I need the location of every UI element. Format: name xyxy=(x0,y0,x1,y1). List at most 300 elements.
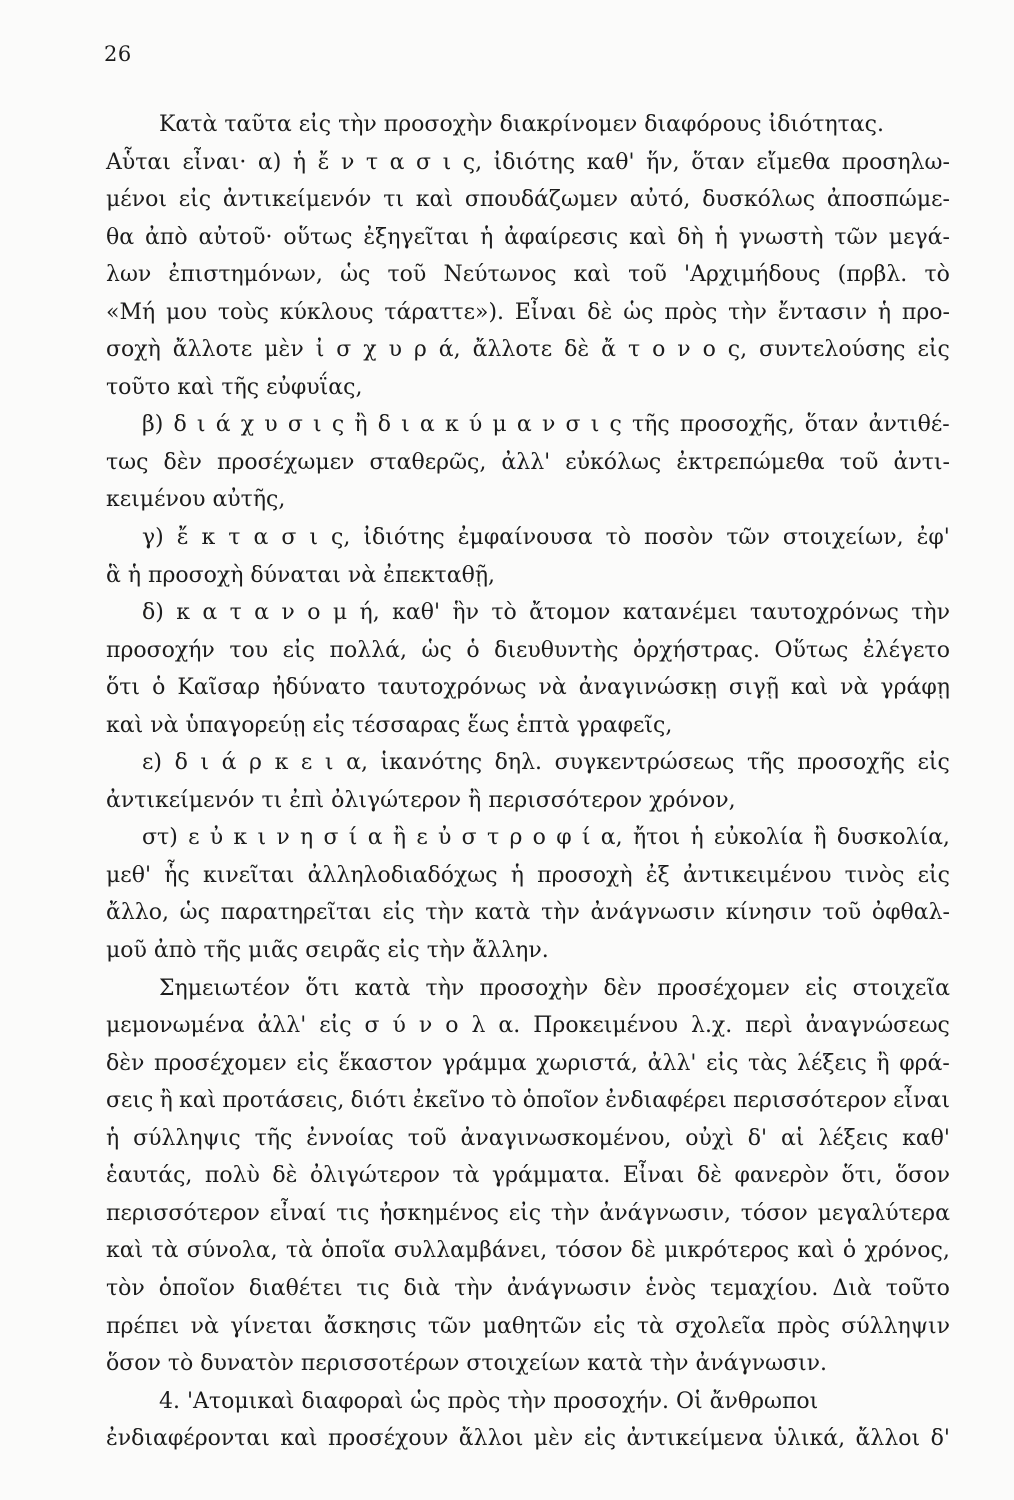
text-line xyxy=(106,819,950,857)
word: ἀναγινώσκῃ xyxy=(578,675,717,701)
line-text: μοῦ ἀπὸ τῆς μιᾶς σειρᾶς εἰς τὴν ἄλλην. xyxy=(106,938,549,964)
word: ἢ xyxy=(392,825,407,851)
word: ἀναγινωσκομένου, xyxy=(460,1125,672,1151)
word: ἄ xyxy=(601,337,616,363)
word: τινὸς xyxy=(844,862,905,888)
word: ἠσκημένος xyxy=(379,1200,499,1226)
text-line xyxy=(106,1383,950,1421)
word: σ xyxy=(416,149,432,175)
word: τ xyxy=(627,337,641,363)
text-line xyxy=(106,519,950,557)
word: λων xyxy=(106,262,152,288)
word: ἀντιθέ- xyxy=(868,412,950,438)
word: η xyxy=(300,825,314,851)
word: περισσότερον xyxy=(106,1200,260,1226)
word: ρ xyxy=(509,825,523,851)
word: Νεύτωνος xyxy=(443,262,557,288)
word: (πρβλ. xyxy=(837,262,908,288)
word: δὴ xyxy=(677,224,704,250)
word: ς, xyxy=(331,525,351,551)
text-line xyxy=(106,406,950,444)
word: δ xyxy=(173,412,187,438)
line-text: τοῦτο καὶ τῆς εὐφυΐας, xyxy=(106,374,363,400)
word: τως xyxy=(106,449,149,475)
word: δυσκόλως xyxy=(702,187,816,213)
word: τοῦ xyxy=(407,1125,447,1151)
line-text: Κατὰ ταῦτα εἰς τὴν προσοχὴν διακρίνομεν διαφόρους ἰδιότητας. xyxy=(159,112,884,137)
word: ἀνάγνωσιν, xyxy=(599,1200,731,1226)
word: ἔ xyxy=(176,525,189,551)
word: τ xyxy=(229,600,242,626)
word: νὰ xyxy=(538,675,567,701)
word: ε xyxy=(416,825,428,851)
word: ὀφθαλ- xyxy=(871,900,950,926)
word: τοῦ xyxy=(628,262,667,288)
word: σπουδάζωμεν xyxy=(464,187,618,213)
word: διότι xyxy=(350,1088,407,1114)
word: ἀλληλοδιαδόχως xyxy=(307,862,498,888)
word: ἐξ xyxy=(645,862,670,888)
word: ς, xyxy=(462,149,483,175)
line-text: 4. 'Ατομικαὶ διαφοραὶ ὡς πρὸς τὴν προσοχήν. Οἱ ἄνθρωποι xyxy=(159,1388,819,1414)
word: ἄσκησις xyxy=(323,1313,417,1339)
word: τοῦ xyxy=(839,449,879,475)
word: κίνησιν xyxy=(725,900,812,926)
word: καὶ xyxy=(797,1238,835,1264)
text-line xyxy=(106,369,950,407)
word: ὁποῖον xyxy=(158,1275,235,1301)
word: ί xyxy=(348,825,358,851)
word: ἢ xyxy=(159,1088,173,1114)
word: «Μή xyxy=(106,299,156,325)
word: ὐ xyxy=(438,825,452,851)
word: ἥν, xyxy=(646,149,680,175)
word: μεγά- xyxy=(888,224,950,250)
word: ἐπιστημόνων, xyxy=(168,262,323,288)
word: τις xyxy=(336,1200,370,1226)
word: α xyxy=(202,600,218,626)
text-line xyxy=(106,707,950,745)
line-text: ὅσον τὸ δυνατὸν περισσοτέρων στοιχείων κατὰ τὴν ἀνάγνωσιν. xyxy=(106,1351,828,1377)
word: ὅταν xyxy=(804,412,859,438)
word: δ xyxy=(174,750,188,776)
word: κ xyxy=(274,750,289,776)
word: εὐκολία xyxy=(713,825,804,851)
word: ν xyxy=(340,149,355,175)
word: ἐλέγετο xyxy=(862,637,950,663)
word: ἐνδιαφέρονται xyxy=(106,1426,270,1452)
word: προσέχουν xyxy=(327,1426,449,1452)
word: τὸ xyxy=(924,262,950,288)
word: ἢ xyxy=(354,412,368,438)
word: ἀλλ' xyxy=(647,1050,697,1076)
text-line xyxy=(106,1195,950,1233)
word: ἡ xyxy=(292,149,307,175)
word: προσοχὴν xyxy=(479,975,589,1001)
word: ν xyxy=(677,337,691,363)
word: ἧς xyxy=(164,862,190,888)
text-line xyxy=(106,1232,950,1270)
word: ύ xyxy=(468,412,483,438)
word: τις xyxy=(356,1275,390,1301)
word: στ) xyxy=(142,825,178,851)
word: λέξεις xyxy=(818,1125,889,1151)
word: φρά- xyxy=(899,1050,950,1076)
word: ά, xyxy=(438,337,461,363)
word: μικρότερος xyxy=(664,1238,790,1264)
word: α xyxy=(516,412,532,438)
word: σ xyxy=(364,1013,380,1039)
word: ή, xyxy=(359,600,380,626)
text-line xyxy=(106,1308,950,1346)
word: δυσκολία, xyxy=(836,825,950,851)
text-line xyxy=(106,256,950,294)
word: μ xyxy=(492,412,507,438)
word: δὲ xyxy=(587,299,613,325)
word: σύλληψιν xyxy=(841,1313,950,1339)
line-text: ἃ ἡ προσοχὴ δύναται νὰ ἐπεκταθῇ, xyxy=(106,562,496,588)
text-line xyxy=(106,219,950,257)
word: δὲ xyxy=(696,1163,722,1189)
word: ἀντικείμενα xyxy=(626,1426,764,1452)
word: τῶν xyxy=(427,1313,472,1339)
word: μένοι xyxy=(106,187,167,213)
word: θα xyxy=(106,224,135,250)
word: Διὰ xyxy=(832,1275,872,1301)
word: καὶ xyxy=(106,1238,144,1264)
text-line xyxy=(106,1157,950,1195)
word: τοὺς xyxy=(217,299,269,325)
word: ἕκαστον xyxy=(338,1050,433,1076)
word: ἀντικείμενόν xyxy=(222,187,372,213)
word: νὰ xyxy=(840,675,869,701)
word: τοῦ xyxy=(822,900,862,926)
word: καθ' xyxy=(392,600,441,626)
word: ἰ xyxy=(315,337,325,363)
word: παρατηρεῖται xyxy=(220,900,372,926)
word: εἶναι xyxy=(893,1088,950,1114)
word: ἑνὸς xyxy=(645,1275,697,1301)
text-line xyxy=(106,970,950,1008)
text-line xyxy=(106,782,950,820)
word: ἀπὸ xyxy=(145,224,188,250)
word: καὶ xyxy=(573,262,611,288)
word: ἐφ' xyxy=(916,525,950,551)
word: ν xyxy=(276,825,290,851)
word: ρ xyxy=(249,750,262,776)
word: Εἶναι xyxy=(622,1163,685,1189)
word: εἰς xyxy=(805,975,838,1001)
word: μεθ' xyxy=(106,862,151,888)
word: χωριστά, xyxy=(536,1050,639,1076)
text-line xyxy=(106,294,950,332)
word: ἀναγνώσεως xyxy=(805,1013,950,1039)
word: τὰ xyxy=(452,1163,480,1189)
word: τόσον xyxy=(740,1200,808,1226)
word: οὕτως xyxy=(283,224,353,250)
word: κινεῖται xyxy=(202,862,295,888)
word: του xyxy=(229,637,269,663)
body-text xyxy=(106,106,950,1458)
word: οὐχὶ xyxy=(685,1125,734,1151)
word: ποσὸν xyxy=(644,525,714,551)
word: λ xyxy=(471,1013,486,1039)
word: ι xyxy=(196,412,206,438)
word: εἶναί xyxy=(269,1200,327,1226)
word: κατανέμει xyxy=(622,600,738,626)
word: καὶ xyxy=(790,675,829,701)
word: ἔ xyxy=(317,149,330,175)
word: ἄλλοτε xyxy=(472,337,553,363)
word: κατὰ xyxy=(354,975,411,1001)
word: φανερὸν xyxy=(734,1163,830,1189)
word: διαθέτει xyxy=(248,1275,343,1301)
word: ἣν xyxy=(452,600,479,626)
word: ε) xyxy=(142,750,162,776)
word: ς, xyxy=(727,337,748,363)
word: προσοχήν xyxy=(106,637,215,663)
word: καθ' xyxy=(586,149,635,175)
word: τῶν xyxy=(726,525,770,551)
word: νὰ xyxy=(190,1313,219,1339)
word: Σημειωτέον xyxy=(159,975,291,1001)
word: ὅταν xyxy=(691,149,745,175)
word: ἰδιότης xyxy=(363,525,445,551)
word: ἤτοι xyxy=(632,825,681,851)
word: γράφῃ xyxy=(880,675,950,701)
word: ν xyxy=(418,1013,433,1039)
word: ἀλλ' xyxy=(501,449,551,475)
text-line xyxy=(106,557,950,595)
word: κατὰ xyxy=(474,900,531,926)
word: δ xyxy=(377,412,391,438)
word: ι xyxy=(590,412,600,438)
word: εἰς xyxy=(382,900,415,926)
word: εἰς xyxy=(282,637,316,663)
word: ὅτι, xyxy=(841,1163,883,1189)
word: ἡ xyxy=(714,224,728,250)
word: κ xyxy=(233,825,248,851)
word: εἰς xyxy=(706,1050,739,1076)
word: ὁποῖον xyxy=(522,1088,599,1114)
word: προσοχὴ xyxy=(537,862,633,888)
word: ὡς xyxy=(623,299,654,325)
word: τὴν xyxy=(541,900,580,926)
word: κύκλους xyxy=(279,299,374,325)
text-line xyxy=(106,481,950,519)
word: α, xyxy=(600,825,623,851)
word: τ xyxy=(365,149,379,175)
word: προσέχομεν xyxy=(154,1050,287,1076)
word: ο xyxy=(445,1013,459,1039)
word: γ) xyxy=(142,525,164,551)
word: δ) xyxy=(142,600,164,626)
word: λ.χ. xyxy=(691,1013,733,1039)
word: χρόνος, xyxy=(864,1238,950,1264)
text-line xyxy=(106,594,950,632)
word: αὐτό, xyxy=(629,187,691,213)
word: τεμαχίου. xyxy=(710,1275,819,1301)
word: μεμονωμένα xyxy=(106,1013,245,1039)
word: τὴν xyxy=(454,1275,493,1301)
word: σύλληψις xyxy=(133,1125,241,1151)
word: τὰ xyxy=(285,1238,313,1264)
word: ὁ xyxy=(152,675,166,701)
word: χ xyxy=(240,412,255,438)
word: ὑλικά, xyxy=(773,1426,846,1452)
word: λέξεις xyxy=(797,1050,867,1076)
word: αἱ xyxy=(780,1125,805,1151)
word: α. xyxy=(498,1013,521,1039)
word: ἐνδιαφέρει xyxy=(605,1088,727,1114)
line-text: κειμένου αὐτῆς, xyxy=(106,487,286,513)
word: τόσον xyxy=(555,1238,623,1264)
word: τῆς xyxy=(632,412,670,438)
word: σύνολα, xyxy=(186,1238,278,1264)
word: μὲν xyxy=(264,337,304,363)
word: ὀρχήστρας. xyxy=(632,637,760,663)
word: μεγαλύτερα xyxy=(817,1200,950,1226)
word: μὲν xyxy=(533,1426,574,1452)
text-line xyxy=(106,1007,950,1045)
word: γράμματα. xyxy=(491,1163,611,1189)
word: σεις xyxy=(106,1088,154,1114)
word: ι xyxy=(313,412,322,438)
word: εἰς xyxy=(917,862,950,888)
word: μαθητῶν xyxy=(482,1313,582,1339)
word: καὶ xyxy=(415,187,454,213)
word: ο xyxy=(532,825,546,851)
word: ἄλλο, xyxy=(106,900,169,926)
word: ἡ xyxy=(106,1125,120,1151)
word: τὴν xyxy=(425,975,465,1001)
word: δὲν xyxy=(163,449,202,475)
word: τὴν xyxy=(911,600,950,626)
text-line xyxy=(106,444,950,482)
word: τ xyxy=(486,825,500,851)
word: ο xyxy=(652,337,666,363)
word: ἀντι- xyxy=(893,449,950,475)
word: ἀφαίρεσις xyxy=(504,224,619,250)
text-line xyxy=(106,1082,950,1120)
word: ἀνάγνωσιν xyxy=(590,900,716,926)
word: δηλ. xyxy=(494,750,543,776)
word: δ' xyxy=(747,1125,768,1151)
word: 'Αρχιμήδους xyxy=(684,262,821,288)
word: ε xyxy=(188,825,200,851)
word: προσέχωμεν xyxy=(217,449,355,475)
word: ὀλιγώτερον xyxy=(309,1163,440,1189)
word: δ' xyxy=(930,1426,950,1452)
word: τὰ xyxy=(151,1238,179,1264)
word: ἰδιότης xyxy=(493,149,576,175)
word: κ xyxy=(176,600,190,626)
word: ι xyxy=(442,149,452,175)
word: ἀλλ' xyxy=(257,1013,307,1039)
word: τὸ xyxy=(491,1088,517,1114)
word: μ xyxy=(332,600,348,626)
word: ἠδύνατο xyxy=(272,675,366,701)
text-line xyxy=(106,106,950,144)
page-number: 26 xyxy=(104,42,132,66)
word: γνωστὴ xyxy=(738,224,824,250)
word: ἀποσπώμε- xyxy=(826,187,950,213)
word: ο xyxy=(702,337,716,363)
word: πρὸς xyxy=(776,1313,830,1339)
word: καὶ xyxy=(280,1426,318,1452)
word: διὰ xyxy=(403,1275,441,1301)
word: εἰς xyxy=(593,1313,626,1339)
word: ἐκτρεπώμεθα xyxy=(676,449,825,475)
word: διευθυντὴς xyxy=(494,637,619,663)
word: προσέχομεν xyxy=(657,975,790,1001)
word: ὅσον xyxy=(895,1163,950,1189)
word: τοῦτο xyxy=(885,1275,950,1301)
word: ύ xyxy=(392,1013,406,1039)
word: δὲ xyxy=(564,337,590,363)
word: τὰς xyxy=(748,1050,788,1076)
word: ἢ xyxy=(813,825,827,851)
text-line xyxy=(106,1120,950,1158)
word: ι xyxy=(401,412,410,438)
word: πρέπει xyxy=(106,1313,180,1339)
word: εἰς xyxy=(296,1050,329,1076)
word: συντελούσης xyxy=(759,337,906,363)
word: εὐκόλως xyxy=(565,449,662,475)
word: σταθερῶς, xyxy=(369,449,487,475)
word: ἡ xyxy=(877,299,892,325)
word: σ xyxy=(287,412,303,438)
word: ς xyxy=(609,412,622,438)
word: συλλαμβάνει, xyxy=(393,1238,548,1264)
text-line xyxy=(106,1045,950,1083)
text-line xyxy=(106,857,950,895)
line-text: καὶ νὰ ὑπαγορεύῃ εἰς τέσσαρας ἕως ἑπτὰ γραφεῖς, xyxy=(106,712,673,738)
word: προσοχῆς, xyxy=(679,412,795,438)
word: τῆς xyxy=(254,1125,293,1151)
word: περισσότερον xyxy=(733,1088,887,1114)
text-line xyxy=(106,894,950,932)
word: ρ xyxy=(413,337,427,363)
word: β) xyxy=(142,412,164,438)
word: μου xyxy=(166,299,207,325)
word: γίνεται xyxy=(230,1313,313,1339)
word: εἰς xyxy=(508,1200,542,1226)
word: πολλά, xyxy=(329,637,407,663)
word: εἰς xyxy=(319,1013,352,1039)
word: σχολεῖα xyxy=(675,1313,766,1339)
word: χ xyxy=(363,337,377,363)
text-line xyxy=(106,932,950,970)
word: τοῦ xyxy=(387,262,427,288)
word: τῶν xyxy=(834,224,878,250)
word: ἑαυτάς, xyxy=(106,1163,193,1189)
word: ἔντασιν xyxy=(777,299,867,325)
word: στοιχείων, xyxy=(782,525,904,551)
word: Προκειμένου xyxy=(533,1013,679,1039)
word: ἱκανότης xyxy=(380,750,483,776)
word: ἡ xyxy=(690,825,704,851)
word: τὴν xyxy=(425,900,465,926)
word: τῆς xyxy=(746,750,785,776)
word: δὲν xyxy=(106,1050,145,1076)
word: ἄλλοι xyxy=(855,1426,921,1452)
text-line xyxy=(106,1420,950,1458)
word: τὴν xyxy=(550,1200,590,1226)
word: στοιχεῖα xyxy=(852,975,950,1001)
word: τὸν xyxy=(106,1275,145,1301)
word: πρὸς xyxy=(664,299,718,325)
